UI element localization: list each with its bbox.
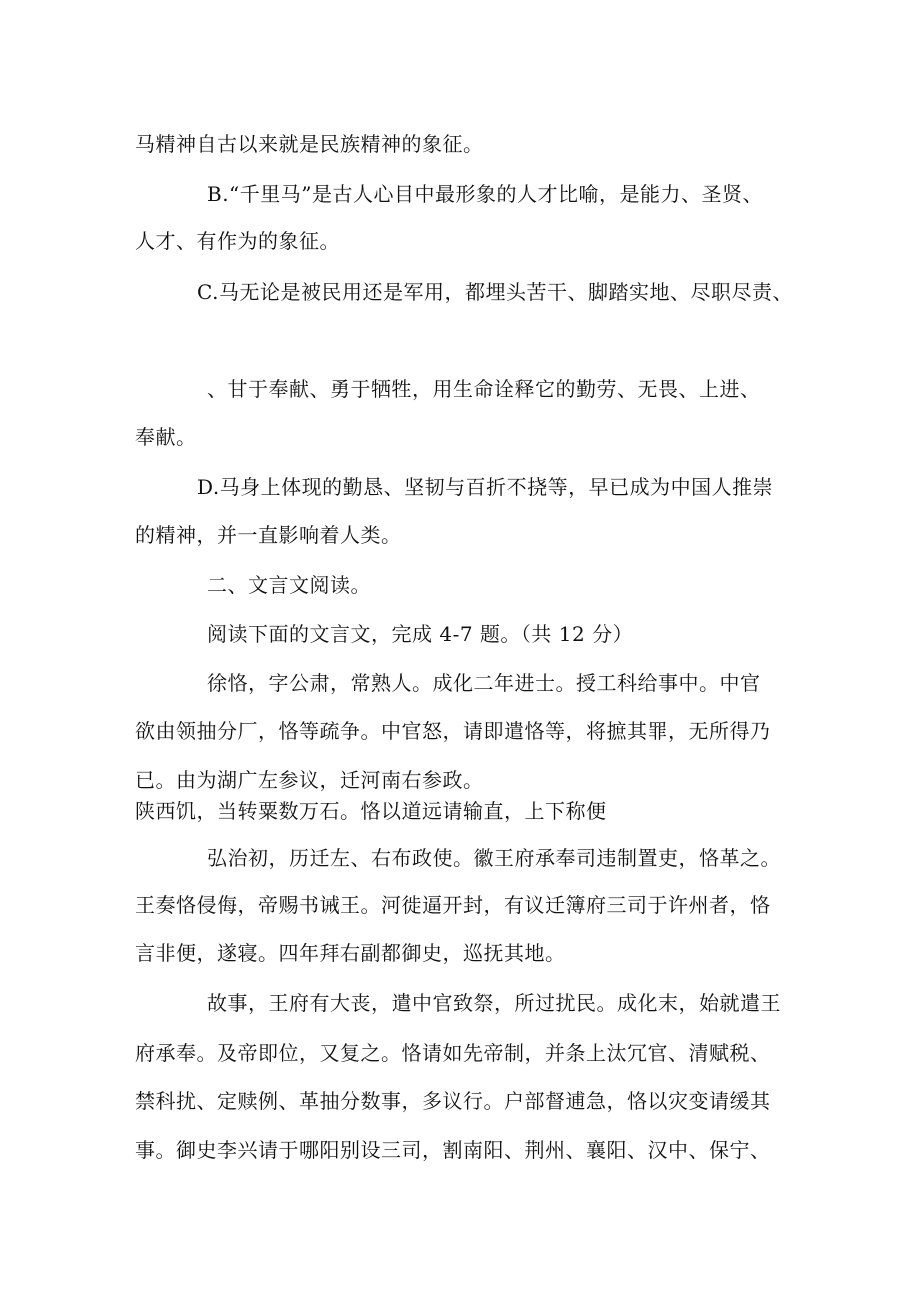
- option-c-line-2: 、甘于奉献、勇于牺牲，用生命诠释它的勤劳、无畏、上进、: [207, 377, 761, 401]
- reading-instruction: 阅读下面的文言文，完成 4-7 题。（共 12 分）: [207, 622, 634, 646]
- passage-line-5: 弘治初，历迁左、右布政使。徽王府承奉司违制置吏，恪革之。: [207, 846, 781, 870]
- passage-line-3: 已。由为湖广左参议，迁河南右参政。: [135, 768, 484, 792]
- passage-line-8: 故事，王府有大丧，遣中官致祭，所过扰民。成化末，始就遣王: [207, 991, 781, 1015]
- option-b-line-1: B.“千里马”是古人心目中最形象的人才比喻，是能力、圣贤、: [207, 182, 764, 206]
- passage-line-1: 徐恪，字公肃，常熟人。成化二年进士。授工科给事中。中官: [207, 671, 761, 695]
- passage-line-6: 王奏恪侵侮，帝赐书诫王。河徙逼开封，有议迁簿府三司于许州者，恪: [135, 893, 771, 917]
- option-c-line-3: 奉献。: [135, 425, 197, 449]
- section-heading: 二、文言文阅读。: [207, 573, 371, 597]
- text-line-1: 马精神自古以来就是民族精神的象征。: [135, 132, 484, 156]
- passage-line-7: 言非便，遂寝。四年拜右副都御史，巡抚其地。: [135, 941, 566, 965]
- passage-line-2: 欲由领抽分厂，恪等疏争。中官怒，请即遣恪等，将摭其罪，无所得乃: [135, 719, 771, 743]
- passage-line-10: 禁科扰、定赎例、革抽分数事，多议行。户部督逋急，恪以灾变请缓其: [135, 1089, 771, 1113]
- option-b-line-2: 人才、有作为的象征。: [135, 229, 340, 253]
- option-d-line-1: D.马身上体现的勤恳、坚韧与百折不挠等，早已成为中国人推崇: [197, 475, 774, 499]
- option-c-line-1: C.马无论是被民用还是军用，都埋头苦干、脚踏实地、尽职尽责、: [197, 280, 793, 304]
- passage-line-11: 事。御史李兴请于哪阳别设三司，割南阳、荆州、襄阳、汉中、保宁、: [135, 1138, 771, 1162]
- option-d-line-2: 的精神，并一直影响着人类。: [135, 523, 402, 547]
- passage-line-9: 府承奉。及帝即位，又复之。恪请如先帝制，并条上汰冗官、清赋税、: [135, 1041, 771, 1065]
- passage-line-4: 陕西饥，当转粟数万石。恪以道远请输直，上下称便: [135, 799, 607, 823]
